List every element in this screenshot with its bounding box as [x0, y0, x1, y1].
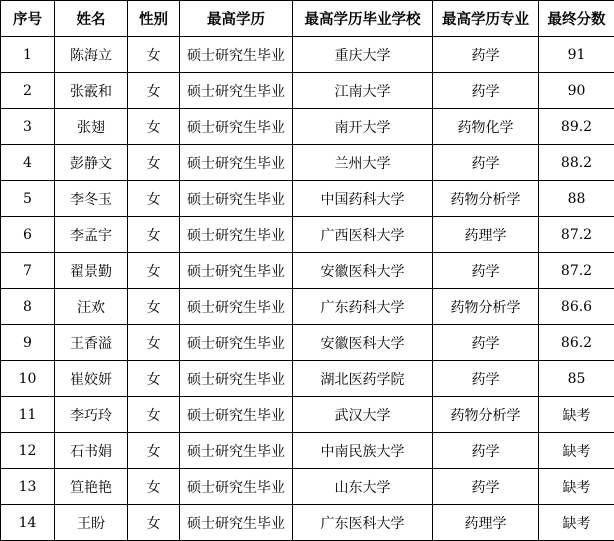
table-body [1, 37, 614, 541]
cell-score: 86.6 [539, 289, 614, 325]
cell-major: 药学 [433, 37, 539, 73]
cell-major: 药理学 [433, 217, 539, 253]
header-row [1, 1, 614, 37]
table-row [1, 433, 614, 469]
cell-gender: 女 [128, 145, 180, 181]
cell-name: 李孟宇 [55, 217, 128, 253]
cell-gender: 女 [128, 361, 180, 397]
cell-name: 张翅 [55, 109, 128, 145]
table-row [1, 505, 614, 541]
cell-name: 彭静文 [55, 145, 128, 181]
cell-degree: 硕士研究生毕业 [180, 181, 293, 217]
cell-school: 广东药科大学 [293, 289, 433, 325]
cell-major: 药物分析学 [433, 397, 539, 433]
cell-school: 中南民族大学 [293, 433, 433, 469]
cell-name: 王盼 [55, 505, 128, 541]
cell-school: 湖北医药学院 [293, 361, 433, 397]
cell-score: 87.2 [539, 253, 614, 289]
cell-gender: 女 [128, 289, 180, 325]
cell-gender: 女 [128, 37, 180, 73]
cell-name: 翟景勤 [55, 253, 128, 289]
cell-degree: 硕士研究生毕业 [180, 289, 293, 325]
cell-score: 87.2 [539, 217, 614, 253]
cell-degree: 硕士研究生毕业 [180, 217, 293, 253]
table-row [1, 109, 614, 145]
cell-school: 山东大学 [293, 469, 433, 505]
table-row [1, 289, 614, 325]
table-row [1, 181, 614, 217]
table-row [1, 469, 614, 505]
cell-gender: 女 [128, 73, 180, 109]
cell-major: 药学 [433, 73, 539, 109]
cell-name: 王香溢 [55, 325, 128, 361]
header-major: 最高学历专业 [433, 1, 539, 37]
cell-major: 药理学 [433, 505, 539, 541]
cell-gender: 女 [128, 253, 180, 289]
table-row [1, 397, 614, 433]
cell-gender: 女 [128, 217, 180, 253]
cell-major: 药物化学 [433, 109, 539, 145]
cell-index: 6 [1, 217, 55, 253]
cell-school: 武汉大学 [293, 397, 433, 433]
cell-degree: 硕士研究生毕业 [180, 109, 293, 145]
table-row [1, 361, 614, 397]
cell-score: 91 [539, 37, 614, 73]
header-name: 姓名 [55, 1, 128, 37]
cell-gender: 女 [128, 181, 180, 217]
cell-school: 重庆大学 [293, 37, 433, 73]
cell-index: 8 [1, 289, 55, 325]
cell-major: 药学 [433, 361, 539, 397]
cell-index: 10 [1, 361, 55, 397]
cell-index: 1 [1, 37, 55, 73]
header-score: 最终分数 [539, 1, 614, 37]
cell-degree: 硕士研究生毕业 [180, 469, 293, 505]
table-row [1, 73, 614, 109]
header-gender: 性别 [128, 1, 180, 37]
cell-major: 药物分析学 [433, 181, 539, 217]
cell-degree: 硕士研究生毕业 [180, 37, 293, 73]
cell-degree: 硕士研究生毕业 [180, 73, 293, 109]
cell-index: 13 [1, 469, 55, 505]
cell-gender: 女 [128, 109, 180, 145]
cell-name: 汪欢 [55, 289, 128, 325]
cell-score: 缺考 [539, 505, 614, 541]
cell-score: 88 [539, 181, 614, 217]
cell-score: 缺考 [539, 469, 614, 505]
header-degree: 最高学历 [180, 1, 293, 37]
cell-name: 笪艳艳 [55, 469, 128, 505]
cell-major: 药学 [433, 433, 539, 469]
cell-degree: 硕士研究生毕业 [180, 433, 293, 469]
cell-gender: 女 [128, 325, 180, 361]
cell-gender: 女 [128, 469, 180, 505]
cell-degree: 硕士研究生毕业 [180, 361, 293, 397]
cell-school: 中国药科大学 [293, 181, 433, 217]
cell-school: 南开大学 [293, 109, 433, 145]
cell-index: 2 [1, 73, 55, 109]
cell-score: 89.2 [539, 109, 614, 145]
cell-gender: 女 [128, 505, 180, 541]
cell-school: 广西医科大学 [293, 217, 433, 253]
cell-score: 缺考 [539, 433, 614, 469]
cell-name: 陈海立 [55, 37, 128, 73]
cell-score: 88.2 [539, 145, 614, 181]
cell-major: 药物分析学 [433, 289, 539, 325]
cell-degree: 硕士研究生毕业 [180, 397, 293, 433]
table-row [1, 145, 614, 181]
header-school: 最高学历毕业学校 [293, 1, 433, 37]
cell-name: 李巧玲 [55, 397, 128, 433]
cell-school: 江南大学 [293, 73, 433, 109]
cell-index: 3 [1, 109, 55, 145]
cell-name: 张霰和 [55, 73, 128, 109]
cell-school: 安徽医科大学 [293, 325, 433, 361]
table-row [1, 325, 614, 361]
cell-degree: 硕士研究生毕业 [180, 505, 293, 541]
cell-score: 85 [539, 361, 614, 397]
cell-major: 药学 [433, 469, 539, 505]
cell-index: 7 [1, 253, 55, 289]
cell-index: 14 [1, 505, 55, 541]
table-row [1, 253, 614, 289]
cell-index: 11 [1, 397, 55, 433]
cell-name: 李冬玉 [55, 181, 128, 217]
cell-school: 兰州大学 [293, 145, 433, 181]
header-index: 序号 [1, 1, 55, 37]
cell-index: 4 [1, 145, 55, 181]
table-row [1, 37, 614, 73]
cell-index: 5 [1, 181, 55, 217]
cell-major: 药学 [433, 325, 539, 361]
cell-score: 缺考 [539, 397, 614, 433]
cell-gender: 女 [128, 433, 180, 469]
cell-degree: 硕士研究生毕业 [180, 253, 293, 289]
cell-score: 90 [539, 73, 614, 109]
cell-school: 安徽医科大学 [293, 253, 433, 289]
table-row [1, 217, 614, 253]
cell-score: 86.2 [539, 325, 614, 361]
cell-school: 广东医科大学 [293, 505, 433, 541]
cell-degree: 硕士研究生毕业 [180, 145, 293, 181]
cell-major: 药学 [433, 145, 539, 181]
cell-name: 石书娟 [55, 433, 128, 469]
cell-degree: 硕士研究生毕业 [180, 325, 293, 361]
cell-index: 9 [1, 325, 55, 361]
cell-major: 药学 [433, 253, 539, 289]
cell-gender: 女 [128, 397, 180, 433]
cell-name: 崔姣妍 [55, 361, 128, 397]
cell-index: 12 [1, 433, 55, 469]
